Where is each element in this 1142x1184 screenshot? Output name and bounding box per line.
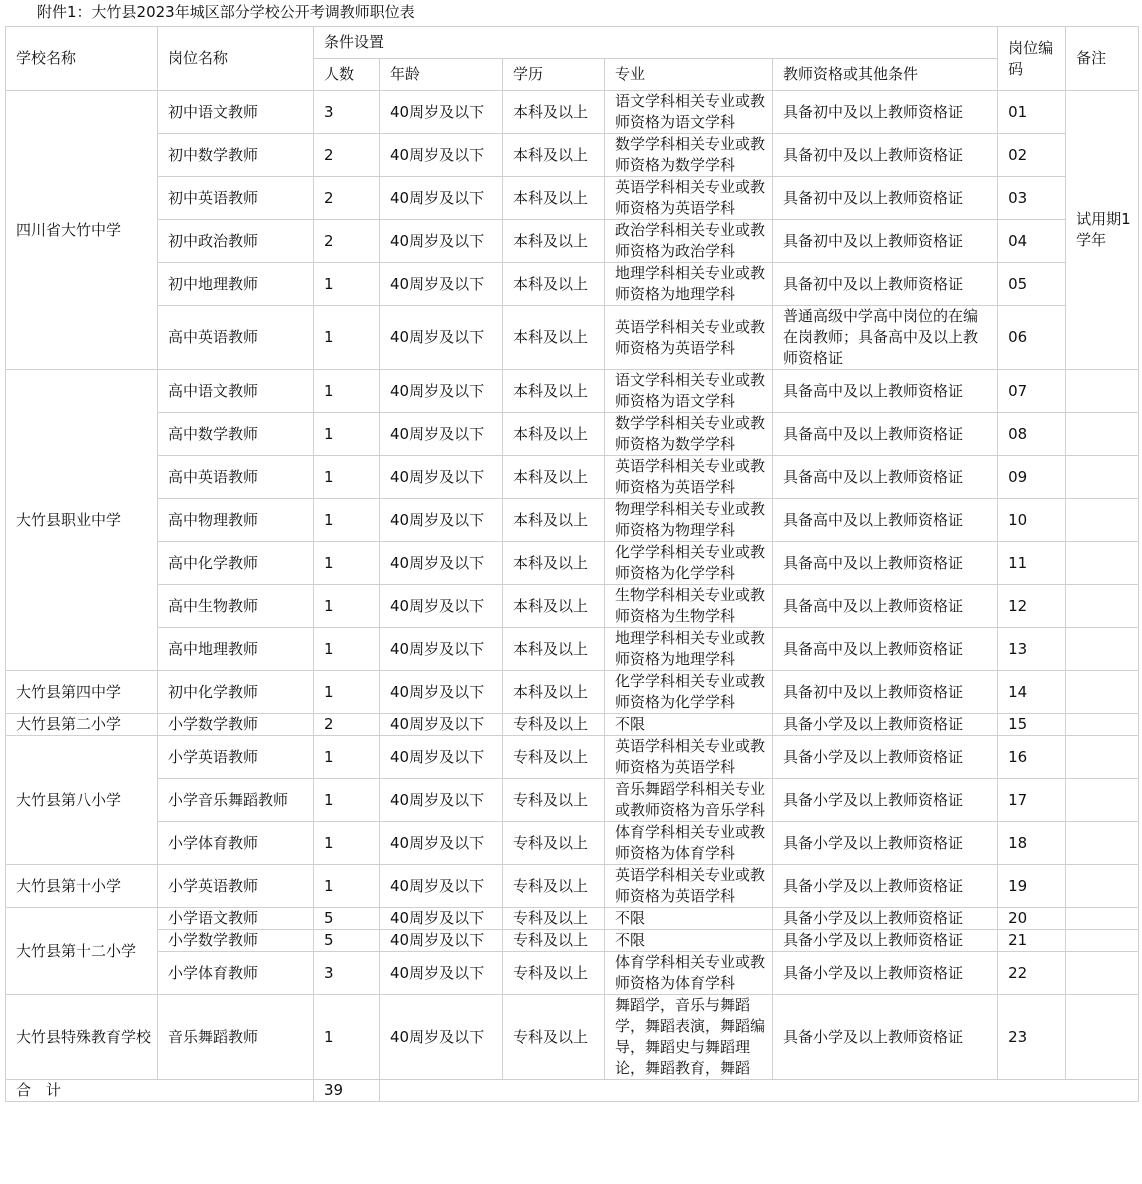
count: 1: [314, 456, 380, 499]
count: 1: [314, 306, 380, 370]
major: 不限: [605, 908, 773, 930]
count: 1: [314, 671, 380, 714]
position-code: 01: [998, 91, 1066, 134]
remark: [1066, 908, 1139, 930]
position-name: 小学英语教师: [158, 865, 314, 908]
position-code: 13: [998, 628, 1066, 671]
age: 40周岁及以下: [380, 370, 503, 413]
count: 2: [314, 714, 380, 736]
education: 专科及以上: [503, 736, 605, 779]
position-name: 初中数学教师: [158, 134, 314, 177]
age: 40周岁及以下: [380, 952, 503, 995]
qualification: 具备高中及以上教师资格证: [773, 370, 998, 413]
position-name: 小学英语教师: [158, 736, 314, 779]
major: 舞蹈学，音乐与舞蹈学，舞蹈表演，舞蹈编导，舞蹈史与舞蹈理论，舞蹈教育，舞蹈: [605, 995, 773, 1080]
education: 本科及以上: [503, 177, 605, 220]
qualification: 具备小学及以上教师资格证: [773, 736, 998, 779]
position-name: 小学数学教师: [158, 714, 314, 736]
remark: [1066, 585, 1139, 628]
remark: [1066, 714, 1139, 736]
position-code: 21: [998, 930, 1066, 952]
school-name: 大竹县第八小学: [6, 736, 158, 865]
age: 40周岁及以下: [380, 736, 503, 779]
count: 1: [314, 995, 380, 1080]
major: 英语学科相关专业或教师资格为英语学科: [605, 456, 773, 499]
major: 语文学科相关专业或教师资格为语文学科: [605, 370, 773, 413]
education: 专科及以上: [503, 714, 605, 736]
qualification: 具备小学及以上教师资格证: [773, 952, 998, 995]
position-code: 07: [998, 370, 1066, 413]
table-row: [6, 542, 1139, 585]
position-name: 小学语文教师: [158, 908, 314, 930]
table-row: [6, 822, 1139, 865]
education: 本科及以上: [503, 370, 605, 413]
count: 5: [314, 930, 380, 952]
age: 40周岁及以下: [380, 865, 503, 908]
position-name: 高中语文教师: [158, 370, 314, 413]
age: 40周岁及以下: [380, 779, 503, 822]
position-name: 小学体育教师: [158, 822, 314, 865]
position-code: 03: [998, 177, 1066, 220]
school-name: 大竹县特殊教育学校: [6, 995, 158, 1080]
qualification: 具备初中及以上教师资格证: [773, 91, 998, 134]
table-row: [6, 995, 1139, 1080]
table-row: [6, 736, 1139, 779]
table-row: [6, 908, 1139, 930]
major: 地理学科相关专业或教师资格为地理学科: [605, 628, 773, 671]
table-row: [6, 628, 1139, 671]
education: 本科及以上: [503, 91, 605, 134]
major: 数学学科相关专业或教师资格为数学学科: [605, 134, 773, 177]
table-row: [6, 91, 1139, 134]
position-code: 19: [998, 865, 1066, 908]
age: 40周岁及以下: [380, 413, 503, 456]
school-name: 大竹县第四中学: [6, 671, 158, 714]
education: 本科及以上: [503, 499, 605, 542]
position-code: 05: [998, 263, 1066, 306]
major: 物理学科相关专业或教师资格为物理学科: [605, 499, 773, 542]
education: 专科及以上: [503, 908, 605, 930]
major: 英语学科相关专业或教师资格为英语学科: [605, 736, 773, 779]
position-code: 04: [998, 220, 1066, 263]
remark: [1066, 671, 1139, 714]
table-row: [6, 865, 1139, 908]
position-name: 高中英语教师: [158, 306, 314, 370]
table-row: [6, 779, 1139, 822]
age: 40周岁及以下: [380, 822, 503, 865]
header-position: 岗位名称: [158, 27, 314, 91]
position-name: 初中政治教师: [158, 220, 314, 263]
remark: [1066, 736, 1139, 779]
remark: [1066, 865, 1139, 908]
remark: [1066, 952, 1139, 995]
age: 40周岁及以下: [380, 306, 503, 370]
position-name: 高中数学教师: [158, 413, 314, 456]
age: 40周岁及以下: [380, 134, 503, 177]
table-row: [6, 220, 1139, 263]
position-name: 小学数学教师: [158, 930, 314, 952]
table-body: [6, 91, 1139, 1080]
school-name: 大竹县第十小学: [6, 865, 158, 908]
count: 1: [314, 865, 380, 908]
qualification: 具备初中及以上教师资格证: [773, 220, 998, 263]
position-code: 09: [998, 456, 1066, 499]
age: 40周岁及以下: [380, 995, 503, 1080]
education: 本科及以上: [503, 306, 605, 370]
remark: [1066, 995, 1139, 1080]
position-name: 高中英语教师: [158, 456, 314, 499]
remark: [1066, 628, 1139, 671]
education: 专科及以上: [503, 822, 605, 865]
position-code: 18: [998, 822, 1066, 865]
major: 体育学科相关专业或教师资格为体育学科: [605, 822, 773, 865]
qualification: 具备高中及以上教师资格证: [773, 542, 998, 585]
qualification: 具备小学及以上教师资格证: [773, 995, 998, 1080]
position-name: 初中化学教师: [158, 671, 314, 714]
count: 2: [314, 220, 380, 263]
position-code: 17: [998, 779, 1066, 822]
header-education: 学历: [503, 59, 605, 91]
count: 1: [314, 822, 380, 865]
age: 40周岁及以下: [380, 908, 503, 930]
major: 体育学科相关专业或教师资格为体育学科: [605, 952, 773, 995]
total-empty: [380, 1080, 1139, 1102]
education: 专科及以上: [503, 995, 605, 1080]
position-name: 小学体育教师: [158, 952, 314, 995]
education: 专科及以上: [503, 779, 605, 822]
header-remark: 备注: [1066, 27, 1139, 91]
remark: [1066, 822, 1139, 865]
major: 地理学科相关专业或教师资格为地理学科: [605, 263, 773, 306]
education: 专科及以上: [503, 865, 605, 908]
positions-table: [5, 26, 1139, 1102]
qualification: 具备小学及以上教师资格证: [773, 930, 998, 952]
school-name: 大竹县职业中学: [6, 370, 158, 671]
qualification: 具备小学及以上教师资格证: [773, 822, 998, 865]
education: 本科及以上: [503, 263, 605, 306]
age: 40周岁及以下: [380, 628, 503, 671]
qualification: 具备初中及以上教师资格证: [773, 177, 998, 220]
position-code: 14: [998, 671, 1066, 714]
position-name: 高中化学教师: [158, 542, 314, 585]
count: 1: [314, 628, 380, 671]
major: 不限: [605, 714, 773, 736]
major: 英语学科相关专业或教师资格为英语学科: [605, 306, 773, 370]
age: 40周岁及以下: [380, 263, 503, 306]
education: 本科及以上: [503, 456, 605, 499]
position-name: 初中地理教师: [158, 263, 314, 306]
count: 1: [314, 736, 380, 779]
remark: 试用期1学年: [1066, 91, 1139, 370]
table-row: [6, 306, 1139, 370]
major: 化学学科相关专业或教师资格为化学学科: [605, 542, 773, 585]
position-code: 22: [998, 952, 1066, 995]
position-name: 初中语文教师: [158, 91, 314, 134]
major: 政治学科相关专业或教师资格为政治学科: [605, 220, 773, 263]
school-name: 四川省大竹中学: [6, 91, 158, 370]
table-row: [6, 930, 1139, 952]
header-major: 专业: [605, 59, 773, 91]
major: 语文学科相关专业或教师资格为语文学科: [605, 91, 773, 134]
count: 1: [314, 542, 380, 585]
table-row: [6, 370, 1139, 413]
qualification: 具备高中及以上教师资格证: [773, 456, 998, 499]
position-name: 高中地理教师: [158, 628, 314, 671]
major: 化学学科相关专业或教师资格为化学学科: [605, 671, 773, 714]
education: 专科及以上: [503, 930, 605, 952]
table-row: [6, 456, 1139, 499]
header-conditions: 条件设置: [314, 27, 998, 59]
qualification: 具备高中及以上教师资格证: [773, 413, 998, 456]
count: 2: [314, 134, 380, 177]
count: 2: [314, 177, 380, 220]
age: 40周岁及以下: [380, 542, 503, 585]
major: 音乐舞蹈学科相关专业或教师资格为音乐学科: [605, 779, 773, 822]
count: 1: [314, 413, 380, 456]
remark: [1066, 542, 1139, 585]
header-code: 岗位编码: [998, 27, 1066, 91]
header-age: 年龄: [380, 59, 503, 91]
total-row: [6, 1080, 1139, 1102]
qualification: 具备小学及以上教师资格证: [773, 779, 998, 822]
position-code: 16: [998, 736, 1066, 779]
age: 40周岁及以下: [380, 177, 503, 220]
major: 数学学科相关专业或教师资格为数学学科: [605, 413, 773, 456]
qualification: 具备初中及以上教师资格证: [773, 134, 998, 177]
total-value: 39: [314, 1080, 380, 1102]
remark: [1066, 779, 1139, 822]
position-code: 08: [998, 413, 1066, 456]
remark: [1066, 370, 1139, 413]
school-name: 大竹县第二小学: [6, 714, 158, 736]
education: 专科及以上: [503, 952, 605, 995]
count: 3: [314, 91, 380, 134]
qualification: 具备初中及以上教师资格证: [773, 671, 998, 714]
major: 不限: [605, 930, 773, 952]
table-row: [6, 263, 1139, 306]
table-row: [6, 499, 1139, 542]
table-row: [6, 134, 1139, 177]
education: 本科及以上: [503, 413, 605, 456]
remark: [1066, 930, 1139, 952]
age: 40周岁及以下: [380, 930, 503, 952]
count: 1: [314, 779, 380, 822]
school-name: 大竹县第十二小学: [6, 908, 158, 995]
position-name: 高中物理教师: [158, 499, 314, 542]
position-code: 11: [998, 542, 1066, 585]
count: 3: [314, 952, 380, 995]
position-name: 小学音乐舞蹈教师: [158, 779, 314, 822]
position-code: 20: [998, 908, 1066, 930]
count: 1: [314, 370, 380, 413]
position-code: 23: [998, 995, 1066, 1080]
position-code: 12: [998, 585, 1066, 628]
major: 英语学科相关专业或教师资格为英语学科: [605, 177, 773, 220]
document-title: 附件1：大竹县2023年城区部分学校公开考调教师职位表: [37, 3, 415, 21]
count: 5: [314, 908, 380, 930]
table-row: [6, 671, 1139, 714]
table-row: [6, 177, 1139, 220]
major: 生物学科相关专业或教师资格为生物学科: [605, 585, 773, 628]
position-code: 10: [998, 499, 1066, 542]
education: 本科及以上: [503, 628, 605, 671]
header-qualification: 教师资格或其他条件: [773, 59, 998, 91]
education: 本科及以上: [503, 542, 605, 585]
position-code: 15: [998, 714, 1066, 736]
remark: [1066, 499, 1139, 542]
remark: [1066, 413, 1139, 456]
qualification: 具备高中及以上教师资格证: [773, 585, 998, 628]
header-count: 人数: [314, 59, 380, 91]
age: 40周岁及以下: [380, 499, 503, 542]
header-school: 学校名称: [6, 27, 158, 91]
table-row: [6, 413, 1139, 456]
count: 1: [314, 263, 380, 306]
education: 本科及以上: [503, 671, 605, 714]
count: 1: [314, 585, 380, 628]
age: 40周岁及以下: [380, 456, 503, 499]
age: 40周岁及以下: [380, 714, 503, 736]
position-name: 音乐舞蹈教师: [158, 995, 314, 1080]
age: 40周岁及以下: [380, 585, 503, 628]
age: 40周岁及以下: [380, 671, 503, 714]
education: 本科及以上: [503, 585, 605, 628]
position-code: 06: [998, 306, 1066, 370]
qualification: 具备小学及以上教师资格证: [773, 908, 998, 930]
major: 英语学科相关专业或教师资格为英语学科: [605, 865, 773, 908]
qualification: 具备小学及以上教师资格证: [773, 865, 998, 908]
qualification: 具备高中及以上教师资格证: [773, 499, 998, 542]
education: 本科及以上: [503, 220, 605, 263]
total-label: 合 计: [6, 1080, 314, 1102]
position-name: 初中英语教师: [158, 177, 314, 220]
table-row: [6, 952, 1139, 995]
qualification: 具备初中及以上教师资格证: [773, 263, 998, 306]
position-code: 02: [998, 134, 1066, 177]
count: 1: [314, 499, 380, 542]
education: 本科及以上: [503, 134, 605, 177]
qualification: 具备高中及以上教师资格证: [773, 628, 998, 671]
remark: [1066, 456, 1139, 499]
qualification: 普通高级中学高中岗位的在编在岗教师；具备高中及以上教师资格证: [773, 306, 998, 370]
table-row: [6, 714, 1139, 736]
qualification: 具备小学及以上教师资格证: [773, 714, 998, 736]
position-name: 高中生物教师: [158, 585, 314, 628]
table-row: [6, 585, 1139, 628]
age: 40周岁及以下: [380, 220, 503, 263]
age: 40周岁及以下: [380, 91, 503, 134]
